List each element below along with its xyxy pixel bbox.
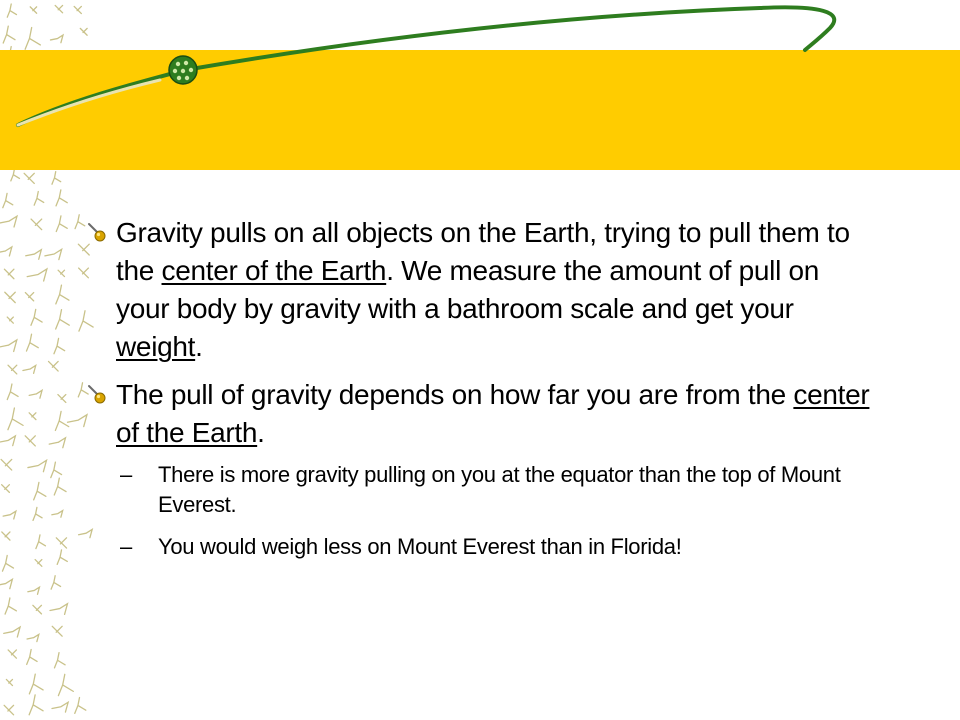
pattern-stroke [56, 285, 69, 304]
sub-bullet-equator [120, 460, 876, 520]
pattern-stroke [2, 555, 13, 571]
pattern-stroke [48, 361, 58, 371]
pattern-stroke [0, 340, 17, 352]
pattern-stroke [33, 507, 42, 520]
pattern-stroke [55, 411, 68, 430]
pattern-stroke [52, 511, 63, 518]
sub-bullet-list [86, 460, 876, 562]
pattern-stroke [0, 436, 15, 446]
text-run: Gravity pulls on all objects on the Earth, trying to pull them to the [116, 217, 850, 286]
planet-icon [169, 56, 197, 84]
pattern-stroke [2, 532, 10, 540]
text-run: The pull of gravity depends on how far you are from the [116, 379, 794, 410]
pattern-stroke [31, 309, 42, 325]
underlined-term-center-of-earth: center of the Earth [161, 255, 387, 286]
text-run: . We measure the amount of pull on your body by gravity with a bathroom scale and get your [116, 255, 820, 324]
pattern-stroke [52, 626, 62, 636]
pattern-stroke [25, 293, 33, 301]
pattern-stroke [0, 579, 12, 588]
pattern-stroke [54, 478, 66, 495]
pattern-stroke [29, 674, 43, 694]
text-run: . [195, 331, 203, 362]
pattern-stroke [68, 415, 87, 427]
pattern-stroke [6, 679, 12, 685]
pattern-stroke [5, 292, 15, 302]
bullet-text [116, 376, 876, 452]
pattern-stroke [29, 413, 36, 420]
pattern-stroke [75, 215, 85, 229]
pattern-stroke [28, 460, 47, 471]
pattern-stroke [58, 395, 66, 403]
slide-body [86, 214, 876, 562]
pattern-stroke [29, 390, 42, 398]
pattern-stroke [0, 247, 12, 256]
pattern-stroke [45, 249, 62, 259]
dash-marker: – [120, 534, 132, 559]
underlined-term-center-of-earth: center of the Earth [116, 379, 870, 448]
pattern-stroke [5, 598, 16, 614]
pattern-stroke [28, 587, 40, 594]
pattern-stroke [23, 365, 36, 373]
pattern-stroke [29, 695, 43, 715]
pattern-stroke [49, 438, 65, 448]
pattern-stroke [8, 650, 16, 658]
pattern-stroke [54, 338, 65, 353]
dash-marker: – [120, 462, 132, 487]
pattern-stroke [52, 702, 68, 712]
pattern-stroke [54, 653, 65, 668]
pattern-stroke [33, 605, 42, 614]
pattern-stroke [51, 576, 60, 589]
pattern-stroke [7, 384, 18, 399]
pattern-stroke [75, 698, 86, 714]
text-run: . [257, 417, 265, 448]
pattern-stroke [26, 334, 38, 351]
pattern-stroke [4, 705, 13, 714]
pattern-stroke [8, 408, 23, 430]
orbit-line [18, 7, 834, 125]
pattern-stroke [7, 317, 13, 323]
pattern-stroke [8, 365, 17, 374]
pattern-stroke [0, 216, 17, 227]
sub-bullet-text: You would weigh less on Mount Everest than in Florida! [158, 534, 682, 559]
pattern-stroke [4, 269, 14, 279]
pattern-stroke [56, 310, 70, 329]
pattern-stroke [56, 538, 66, 548]
pattern-stroke [27, 650, 37, 665]
pattern-stroke [51, 462, 62, 477]
bullet-text [116, 214, 876, 366]
pattern-stroke [58, 674, 73, 695]
pattern-stroke [27, 269, 47, 281]
bullet-gravity-distance [86, 376, 876, 452]
sub-bullet-florida [120, 532, 876, 562]
pattern-stroke [58, 270, 64, 276]
pattern-stroke [35, 560, 42, 567]
pattern-stroke [1, 459, 12, 470]
gold-pin-icon [86, 376, 116, 414]
pattern-stroke [34, 482, 46, 499]
bullet-gravity-pull [86, 214, 876, 366]
pattern-stroke [26, 250, 42, 260]
underlined-term-weight: weight [116, 331, 196, 362]
pattern-stroke [50, 604, 67, 615]
pattern-stroke [57, 550, 67, 564]
gold-pin-icon [86, 214, 116, 252]
sub-bullet-text: There is more gravity pulling on you at the equator than the top of Mount Everest. [158, 462, 841, 517]
pattern-stroke [25, 436, 35, 446]
pattern-stroke [3, 511, 16, 519]
pattern-stroke [36, 535, 46, 549]
pattern-stroke [31, 219, 42, 230]
pattern-stroke [56, 216, 67, 232]
pattern-stroke [2, 485, 10, 493]
pattern-stroke [27, 634, 39, 641]
orbit-swoosh [0, 0, 960, 200]
pattern-stroke [4, 627, 20, 637]
